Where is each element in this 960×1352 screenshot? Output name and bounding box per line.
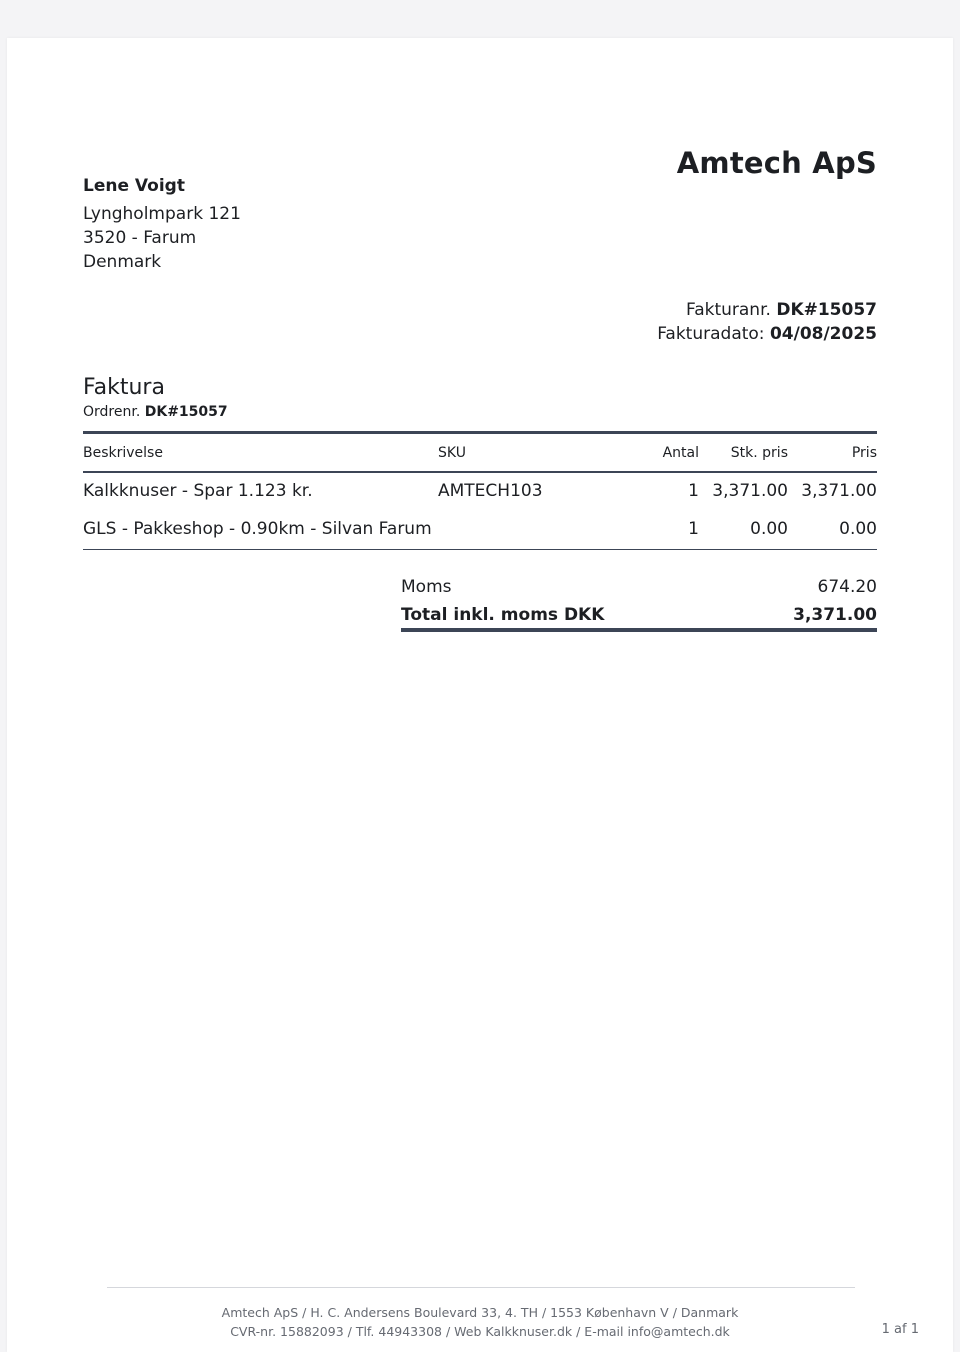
header-unit-price: Stk. pris bbox=[730, 445, 788, 461]
header-sku: SKU bbox=[438, 445, 466, 461]
row-price: 3,371.00 bbox=[801, 481, 877, 501]
row-qty: 1 bbox=[688, 481, 699, 501]
footer-address: Amtech ApS / H. C. Andersens Boulevard 33, 4. TH / 1553 København V / Danmark bbox=[221, 1305, 739, 1320]
row-description: Kalkknuser - Spar 1.123 kr. bbox=[83, 481, 313, 501]
total-value: 3,371.00 bbox=[793, 605, 877, 625]
customer-country: Denmark bbox=[83, 252, 162, 272]
order-number-label: Ordrenr. bbox=[83, 404, 141, 420]
header-price: Pris bbox=[851, 445, 877, 461]
invoice-date-line bbox=[657, 324, 877, 344]
invoice-page bbox=[7, 38, 953, 1352]
header-description: Beskrivelse bbox=[83, 445, 163, 461]
row-unit-price: 0.00 bbox=[750, 519, 788, 539]
invoice-number: DK#15057 bbox=[776, 300, 877, 320]
company-name: Amtech ApS bbox=[676, 146, 877, 180]
invoice-number-label: Fakturanr. bbox=[685, 300, 771, 320]
invoice-date-label: Fakturadato: bbox=[657, 324, 765, 344]
header-qty: Antal bbox=[662, 445, 699, 461]
footer-rule bbox=[107, 1287, 855, 1288]
customer-city: 3520 - Farum bbox=[83, 228, 197, 248]
page-number: 1 af 1 bbox=[881, 1322, 919, 1337]
row-description: GLS - Pakkeshop - 0.90km - Silvan Farum bbox=[83, 519, 432, 539]
row-qty: 1 bbox=[688, 519, 699, 539]
table-header-rule bbox=[83, 471, 877, 473]
document-title: Faktura bbox=[83, 375, 165, 400]
invoice-number-line bbox=[686, 300, 877, 320]
total-rule bbox=[401, 628, 877, 632]
customer-name: Lene Voigt bbox=[83, 176, 185, 196]
row-price: 0.00 bbox=[839, 519, 877, 539]
row-unit-price: 3,371.00 bbox=[712, 481, 788, 501]
table-top-rule bbox=[83, 431, 877, 434]
table-bottom-rule bbox=[83, 549, 877, 550]
order-number: DK#15057 bbox=[144, 404, 228, 420]
customer-street: Lyngholmpark 121 bbox=[83, 204, 241, 224]
vat-label: Moms bbox=[401, 577, 452, 597]
total-label: Total inkl. moms DKK bbox=[401, 605, 605, 625]
vat-value: 674.20 bbox=[817, 577, 877, 597]
footer-contact: CVR-nr. 15882093 / Tlf. 44943308 / Web Kalkknuser.dk / E-mail info@amtech.dk bbox=[230, 1324, 730, 1339]
order-number-line bbox=[83, 404, 228, 420]
invoice-date: 04/08/2025 bbox=[769, 324, 877, 344]
row-sku: AMTECH103 bbox=[438, 481, 543, 501]
